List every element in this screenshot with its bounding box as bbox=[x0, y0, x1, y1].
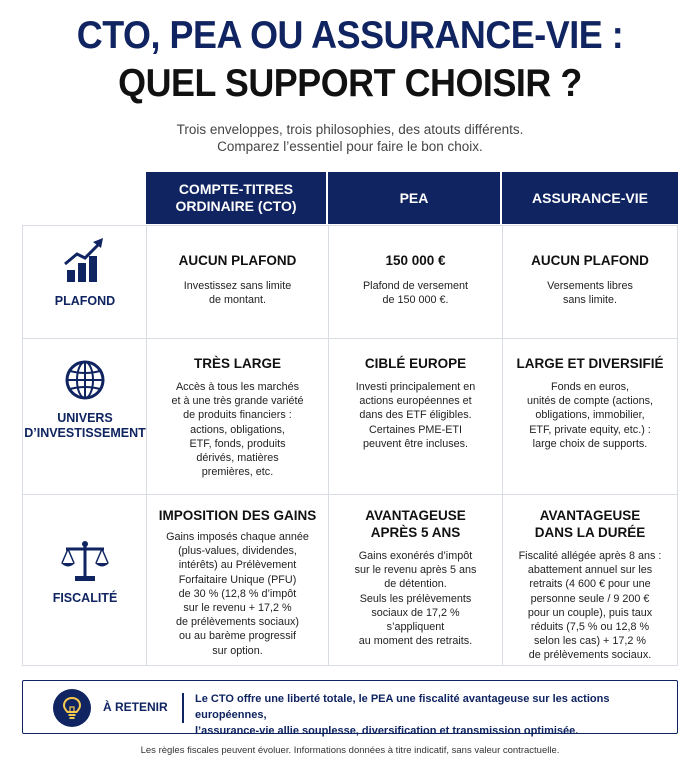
row-fiscalite-header bbox=[22, 495, 146, 665]
cell-text-line: Accès à tous les marchés bbox=[175, 381, 299, 393]
retenir-text-line2: l’assurance-vie allie souplesse, diversification et transmission optimisée. bbox=[195, 725, 579, 737]
row-univers-label-line2: D’INVESTISSEMENT bbox=[24, 426, 146, 440]
cell-univers-av bbox=[502, 339, 678, 494]
row-univers-header bbox=[22, 339, 146, 494]
cell-text-line: Versements libres bbox=[547, 280, 633, 292]
cell-plafond-pea bbox=[328, 226, 502, 338]
cell-text-line: dans des ETF éligibles. bbox=[359, 409, 472, 422]
cell-text-line: sur le revenu après 5 ans bbox=[354, 564, 477, 577]
subtitle-line1: Trois enveloppes, trois philosophies, des atouts différents. bbox=[176, 122, 524, 137]
cell-text-line: de 30 % (12,8 % d’impôt bbox=[178, 587, 297, 600]
cell-text-line: de détention. bbox=[384, 578, 447, 591]
column-header-pea: PEA bbox=[328, 172, 500, 224]
cell-text-line: sans limite. bbox=[562, 294, 617, 307]
column-header-assurance-vie: ASSURANCE-VIE bbox=[502, 172, 678, 224]
comparison-table bbox=[22, 172, 678, 666]
cell-text-line: retraits (4 600 € pour une bbox=[529, 578, 651, 591]
footer-disclaimer: Les règles fiscales peuvent évoluer. Informations données à titre indicatif, sans valeur contractuelle. bbox=[140, 745, 560, 756]
retenir-text-line1: Le CTO offre une liberté totale, le PEA une fiscalité avantageuse sur les actions européennes, bbox=[195, 693, 610, 721]
chart-growth-icon bbox=[23, 236, 147, 284]
cell-text-line: sur option. bbox=[212, 644, 263, 657]
cell-text-line: ETF, fonds, produits bbox=[189, 437, 286, 450]
cell-title: AVANTAGEUSE bbox=[539, 508, 641, 523]
cell-fiscalite-pea bbox=[328, 495, 502, 665]
cell-text-line: s’appliquent bbox=[386, 621, 445, 634]
cell-text-line: Investi principalement en bbox=[355, 381, 476, 393]
cell-title: 150 000 € bbox=[385, 253, 446, 268]
cell-text-line: (plus-values, dividendes, bbox=[178, 545, 297, 558]
cell-text-line: Forfaitaire Unique (PFU) bbox=[178, 573, 297, 586]
cell-text-line: actions européennes et bbox=[359, 395, 472, 408]
retenir-box bbox=[22, 680, 678, 737]
row-plafond bbox=[22, 225, 678, 338]
cell-text-line: et à une très grande variété bbox=[171, 395, 304, 408]
cell-fiscalite-av bbox=[502, 495, 678, 665]
cell-text-line: abattement annuel sur les bbox=[527, 564, 653, 577]
cell-text-line: Gains imposés chaque année bbox=[166, 531, 309, 543]
retenir-text bbox=[195, 691, 665, 739]
scales-icon bbox=[23, 539, 147, 583]
cell-text-line: au moment des retraits. bbox=[358, 635, 473, 648]
cell-univers-pea bbox=[328, 339, 502, 494]
cell-title: LARGE ET DIVERSIFIÉ bbox=[516, 356, 664, 371]
cell-title: IMPOSITION DES GAINS bbox=[158, 508, 317, 523]
cell-text-line: Plafond de versement bbox=[362, 280, 469, 292]
cell-text-line: Investissez sans limite bbox=[183, 280, 292, 292]
cell-text-line: intérêts) au Prélèvement bbox=[178, 559, 297, 572]
cell-text-line: actions, obligations, bbox=[190, 423, 285, 436]
cell-text-line: ETF, private equity, etc.) : bbox=[529, 423, 651, 436]
cell-text-line: de prélèvements sociaux. bbox=[528, 649, 652, 662]
cell-text-line: réduits (7,5 % ou 12,8 % bbox=[530, 621, 650, 634]
cell-text-line: sociaux de 17,2 % bbox=[371, 606, 460, 619]
row-univers bbox=[22, 338, 678, 494]
page-title-line2: QUEL SUPPORT CHOISIR ? bbox=[118, 62, 582, 105]
column-header-cto bbox=[146, 172, 326, 224]
cell-text-line: de produits financiers : bbox=[183, 409, 292, 422]
cell-text-line: de montant. bbox=[208, 294, 267, 307]
cell-title: APRÈS 5 ANS bbox=[370, 525, 461, 540]
subtitle-line2: Comparez l’essentiel pour faire le bon choix. bbox=[217, 139, 483, 154]
cell-text-line: premières, etc. bbox=[201, 466, 274, 479]
cell-text-line: personne seule / 9 200 € bbox=[530, 592, 650, 605]
cell-title: DANS LA DURÉE bbox=[534, 525, 646, 540]
row-plafond-header bbox=[22, 226, 146, 338]
retenir-label: À RETENIR bbox=[103, 700, 168, 714]
page-title-line1: CTO, PEA OU ASSURANCE-VIE : bbox=[76, 14, 624, 57]
row-fiscalite bbox=[22, 494, 678, 666]
cell-text-line: Certaines PME-ETI bbox=[369, 423, 462, 436]
cell-text-line: ou au barème progressif bbox=[178, 630, 297, 643]
cell-text-line: Seuls les prélèvements bbox=[359, 592, 472, 605]
row-fiscalite-label: FISCALITÉ bbox=[52, 591, 118, 605]
row-univers-label-line1: UNIVERS bbox=[57, 411, 113, 425]
cell-plafond-cto bbox=[146, 226, 328, 338]
cell-text-line: peuvent être incluses. bbox=[362, 437, 469, 450]
cell-title: AUCUN PLAFOND bbox=[531, 253, 649, 268]
cell-text-line: de 150 000 €. bbox=[382, 294, 449, 307]
cell-title: CIBLÉ EUROPE bbox=[364, 356, 467, 371]
cell-title: AUCUN PLAFOND bbox=[178, 253, 297, 268]
cell-text-line: de prélèvements sociaux) bbox=[175, 616, 300, 629]
column-header-cto-line2: ORDINAIRE (CTO) bbox=[175, 198, 297, 214]
cell-text-line: unités de compte (actions, bbox=[526, 395, 654, 408]
cell-text-line: large choix de supports. bbox=[532, 437, 648, 450]
cell-text-line: sur le revenu + 17,2 % bbox=[183, 602, 292, 615]
cell-title: AVANTAGEUSE bbox=[365, 508, 466, 523]
cell-text-line: selon les cas) + 17,2 % bbox=[534, 635, 646, 648]
cell-text-line: Fiscalité allégée après 8 ans : bbox=[518, 550, 662, 562]
cell-text-line: pour un couple), puis taux bbox=[527, 606, 653, 619]
cell-text-line: dérivés, matières bbox=[196, 452, 279, 465]
cell-text-line: Fonds en euros, bbox=[550, 381, 630, 393]
retenir-divider bbox=[182, 693, 184, 723]
lightbulb-icon bbox=[53, 689, 91, 727]
column-header-cto-line1: COMPTE-TITRES bbox=[178, 181, 294, 197]
cell-text-line: obligations, immobilier, bbox=[535, 409, 645, 422]
cell-title: TRÈS LARGE bbox=[193, 356, 281, 371]
globe-icon bbox=[23, 359, 147, 401]
row-plafond-label: PLAFOND bbox=[54, 294, 116, 308]
cell-univers-cto bbox=[146, 339, 328, 494]
cell-fiscalite-cto bbox=[146, 495, 328, 665]
cell-plafond-av bbox=[502, 226, 678, 338]
cell-text-line: Gains exonérés d’impôt bbox=[358, 550, 473, 562]
